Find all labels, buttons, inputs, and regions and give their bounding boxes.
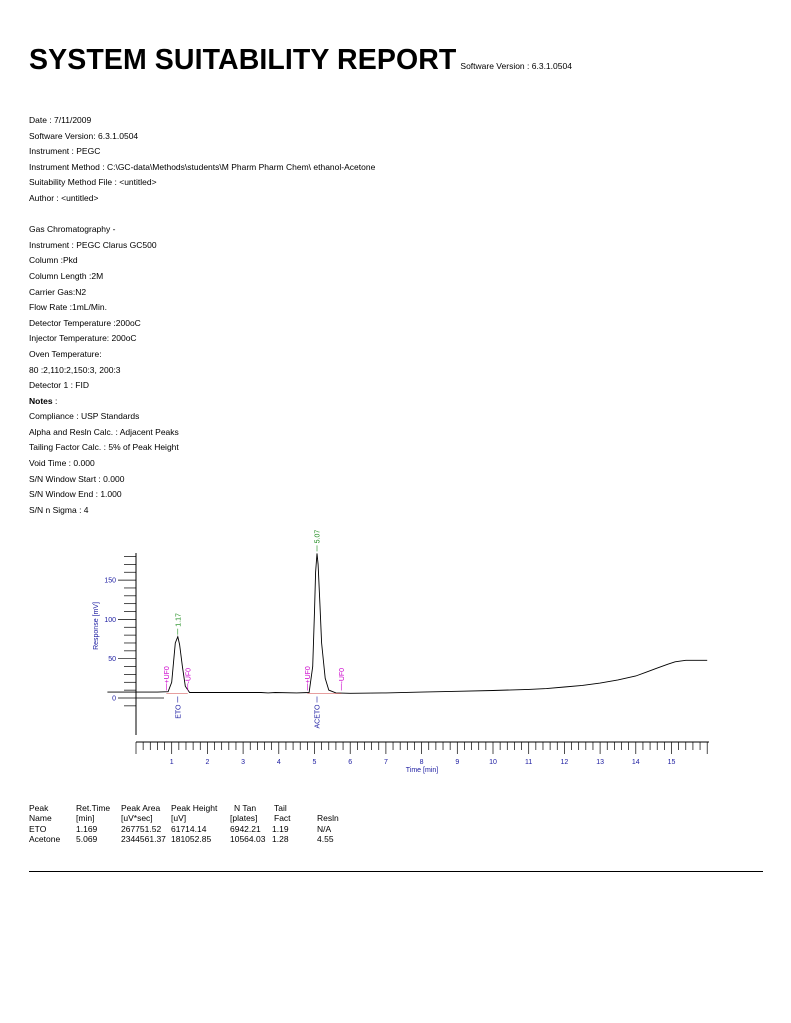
injector-temperature-line: Injector Temperature: 200oC	[29, 333, 137, 344]
notes-label: Notes	[29, 395, 53, 406]
results-header-cell: Ret.Time	[76, 803, 111, 813]
column-line: Column :Pkd	[29, 255, 78, 266]
uf-label: -UF0	[338, 667, 346, 684]
column-length-line: Column Length :2M	[29, 270, 104, 281]
notes-line	[29, 394, 375, 410]
x-tick-label: 10	[489, 759, 497, 766]
void-time-line: Void Time : 0.000	[29, 458, 95, 469]
results-header-cell: Peak Area	[121, 803, 161, 813]
x-tick-label: 2	[205, 759, 210, 766]
peak-retention-label: 1.17	[175, 613, 183, 627]
results-header-cell: Peak Height	[171, 803, 218, 813]
instrument-model-line: Instrument : PEGC Clarus GC500	[29, 239, 157, 250]
results-cell: 6942.21	[230, 823, 261, 834]
results-cell: N/A	[317, 823, 332, 834]
oven-temperature-line: Oven Temperature:	[29, 348, 102, 359]
results-header-cell: N Tan	[234, 803, 257, 813]
results-header-cell: [plates]	[230, 813, 258, 824]
software-version-line: Software Version: 6.3.1.0504	[29, 130, 139, 141]
results-column	[317, 803, 339, 844]
y-tick-label: 150	[104, 577, 116, 585]
x-tick-label: 6	[348, 759, 353, 766]
detector-temperature-line: Detector Temperature :200oC	[29, 317, 141, 328]
x-tick-label: 12	[560, 759, 569, 766]
results-cell: 1.28	[272, 833, 289, 844]
chromatogram-trace	[107, 553, 707, 693]
results-column	[29, 803, 60, 844]
gas-chromatography-line: Gas Chromatography -	[29, 224, 116, 235]
results-cell: 181052.85	[171, 833, 212, 844]
x-tick-label: 14	[631, 759, 640, 766]
tailing-factor-line: Tailing Factor Calc. : 5% of Peak Height	[29, 442, 179, 453]
flow-rate-line: Flow Rate :1mL/Min.	[29, 302, 107, 313]
results-cell: 10564.03	[230, 833, 266, 844]
results-cell: Acetone	[29, 833, 61, 844]
x-tick-label: 9	[455, 759, 460, 766]
sn-window-start-line: S/N Window Start : 0.000	[29, 473, 125, 484]
results-header-cell: Resln	[317, 813, 339, 824]
peak-name-label: ETO	[175, 704, 183, 719]
x-tick-label: 11	[525, 759, 533, 766]
x-tick-label: 7	[383, 759, 388, 766]
results-column	[121, 803, 166, 844]
notes-suffix: :	[52, 395, 58, 406]
uf-label: +UF0	[163, 666, 171, 684]
oven-program-line: 80 :2,110:2,150:3, 200:3	[29, 364, 121, 375]
instrument-method-line: Instrument Method : C:\GC-data\Methods\students\M Pharm Pharm Chem\ ethanol-Acetone	[29, 161, 376, 172]
results-cell: 4.55	[317, 833, 334, 844]
results-header-cell: Tail	[274, 803, 287, 813]
report-title: SYSTEM SUITABILITY REPORT	[29, 44, 457, 76]
detector-line: Detector 1 : FID	[29, 380, 89, 391]
x-axis-label: Time [min]	[405, 767, 439, 774]
peak-name-label: ACETO	[314, 704, 322, 729]
results-header-cell: Peak	[29, 803, 49, 813]
results-cell: 267751.52	[121, 823, 162, 834]
report-header	[29, 44, 572, 77]
results-header-cell: Name	[29, 813, 52, 824]
results-cell: 61714.14	[171, 823, 207, 834]
x-tick-label: 5	[312, 759, 317, 766]
author-line: Author : <untitled>	[29, 192, 99, 203]
results-column	[272, 803, 291, 844]
results-cell: 2344561.37	[121, 833, 166, 844]
results-cell: 1.19	[272, 823, 289, 834]
carrier-gas-line: Carrier Gas:N2	[29, 286, 87, 297]
x-tick-label: 4	[276, 759, 281, 766]
results-header-cell: Fact	[274, 813, 291, 824]
results-cell: ETO	[29, 823, 47, 834]
results-header-cell: [min]	[76, 813, 95, 824]
results-column	[230, 803, 265, 844]
peak-retention-label: 5.07	[314, 529, 322, 544]
bottom-rule	[29, 871, 763, 872]
compliance-line: Compliance : USP Standards	[29, 411, 140, 422]
y-axis-label: Response [mV]	[93, 602, 100, 650]
software-version-label: Software Version : 6.3.1.0504	[460, 61, 572, 71]
info-block	[29, 113, 375, 518]
chromatogram-chart	[0, 525, 791, 780]
alpha-resln-line: Alpha and Resln Calc. : Adjacent Peaks	[29, 426, 179, 437]
spacer	[29, 207, 375, 223]
results-column	[76, 803, 110, 844]
x-tick-label: 1	[169, 759, 174, 766]
instrument-line: Instrument : PEGC	[29, 146, 101, 157]
suitability-method-line: Suitability Method File : <untitled>	[29, 177, 157, 188]
results-column	[171, 803, 217, 844]
uf-label: -UF0	[185, 667, 193, 684]
y-tick-label: 0	[112, 695, 116, 703]
x-tick-label: 3	[241, 759, 246, 766]
sn-window-end-line: S/N Window End : 1.000	[29, 489, 122, 500]
date-line: Date : 7/11/2009	[29, 115, 92, 125]
results-header-cell: [uV*sec]	[121, 813, 153, 824]
x-tick-label: 13	[596, 759, 604, 766]
results-cell: 1.169	[76, 823, 98, 834]
results-header-cell: [uV]	[171, 813, 187, 824]
results-header-cell	[317, 803, 339, 813]
sn-n-sigma-line: S/N n Sigma : 4	[29, 504, 89, 515]
y-tick-label: 100	[104, 616, 116, 624]
y-tick-label: 50	[108, 656, 116, 664]
x-tick-label: 15	[667, 759, 676, 766]
uf-label: +UF0	[304, 666, 312, 684]
x-tick-label: 8	[419, 759, 424, 766]
results-cell: 5.069	[76, 833, 98, 844]
